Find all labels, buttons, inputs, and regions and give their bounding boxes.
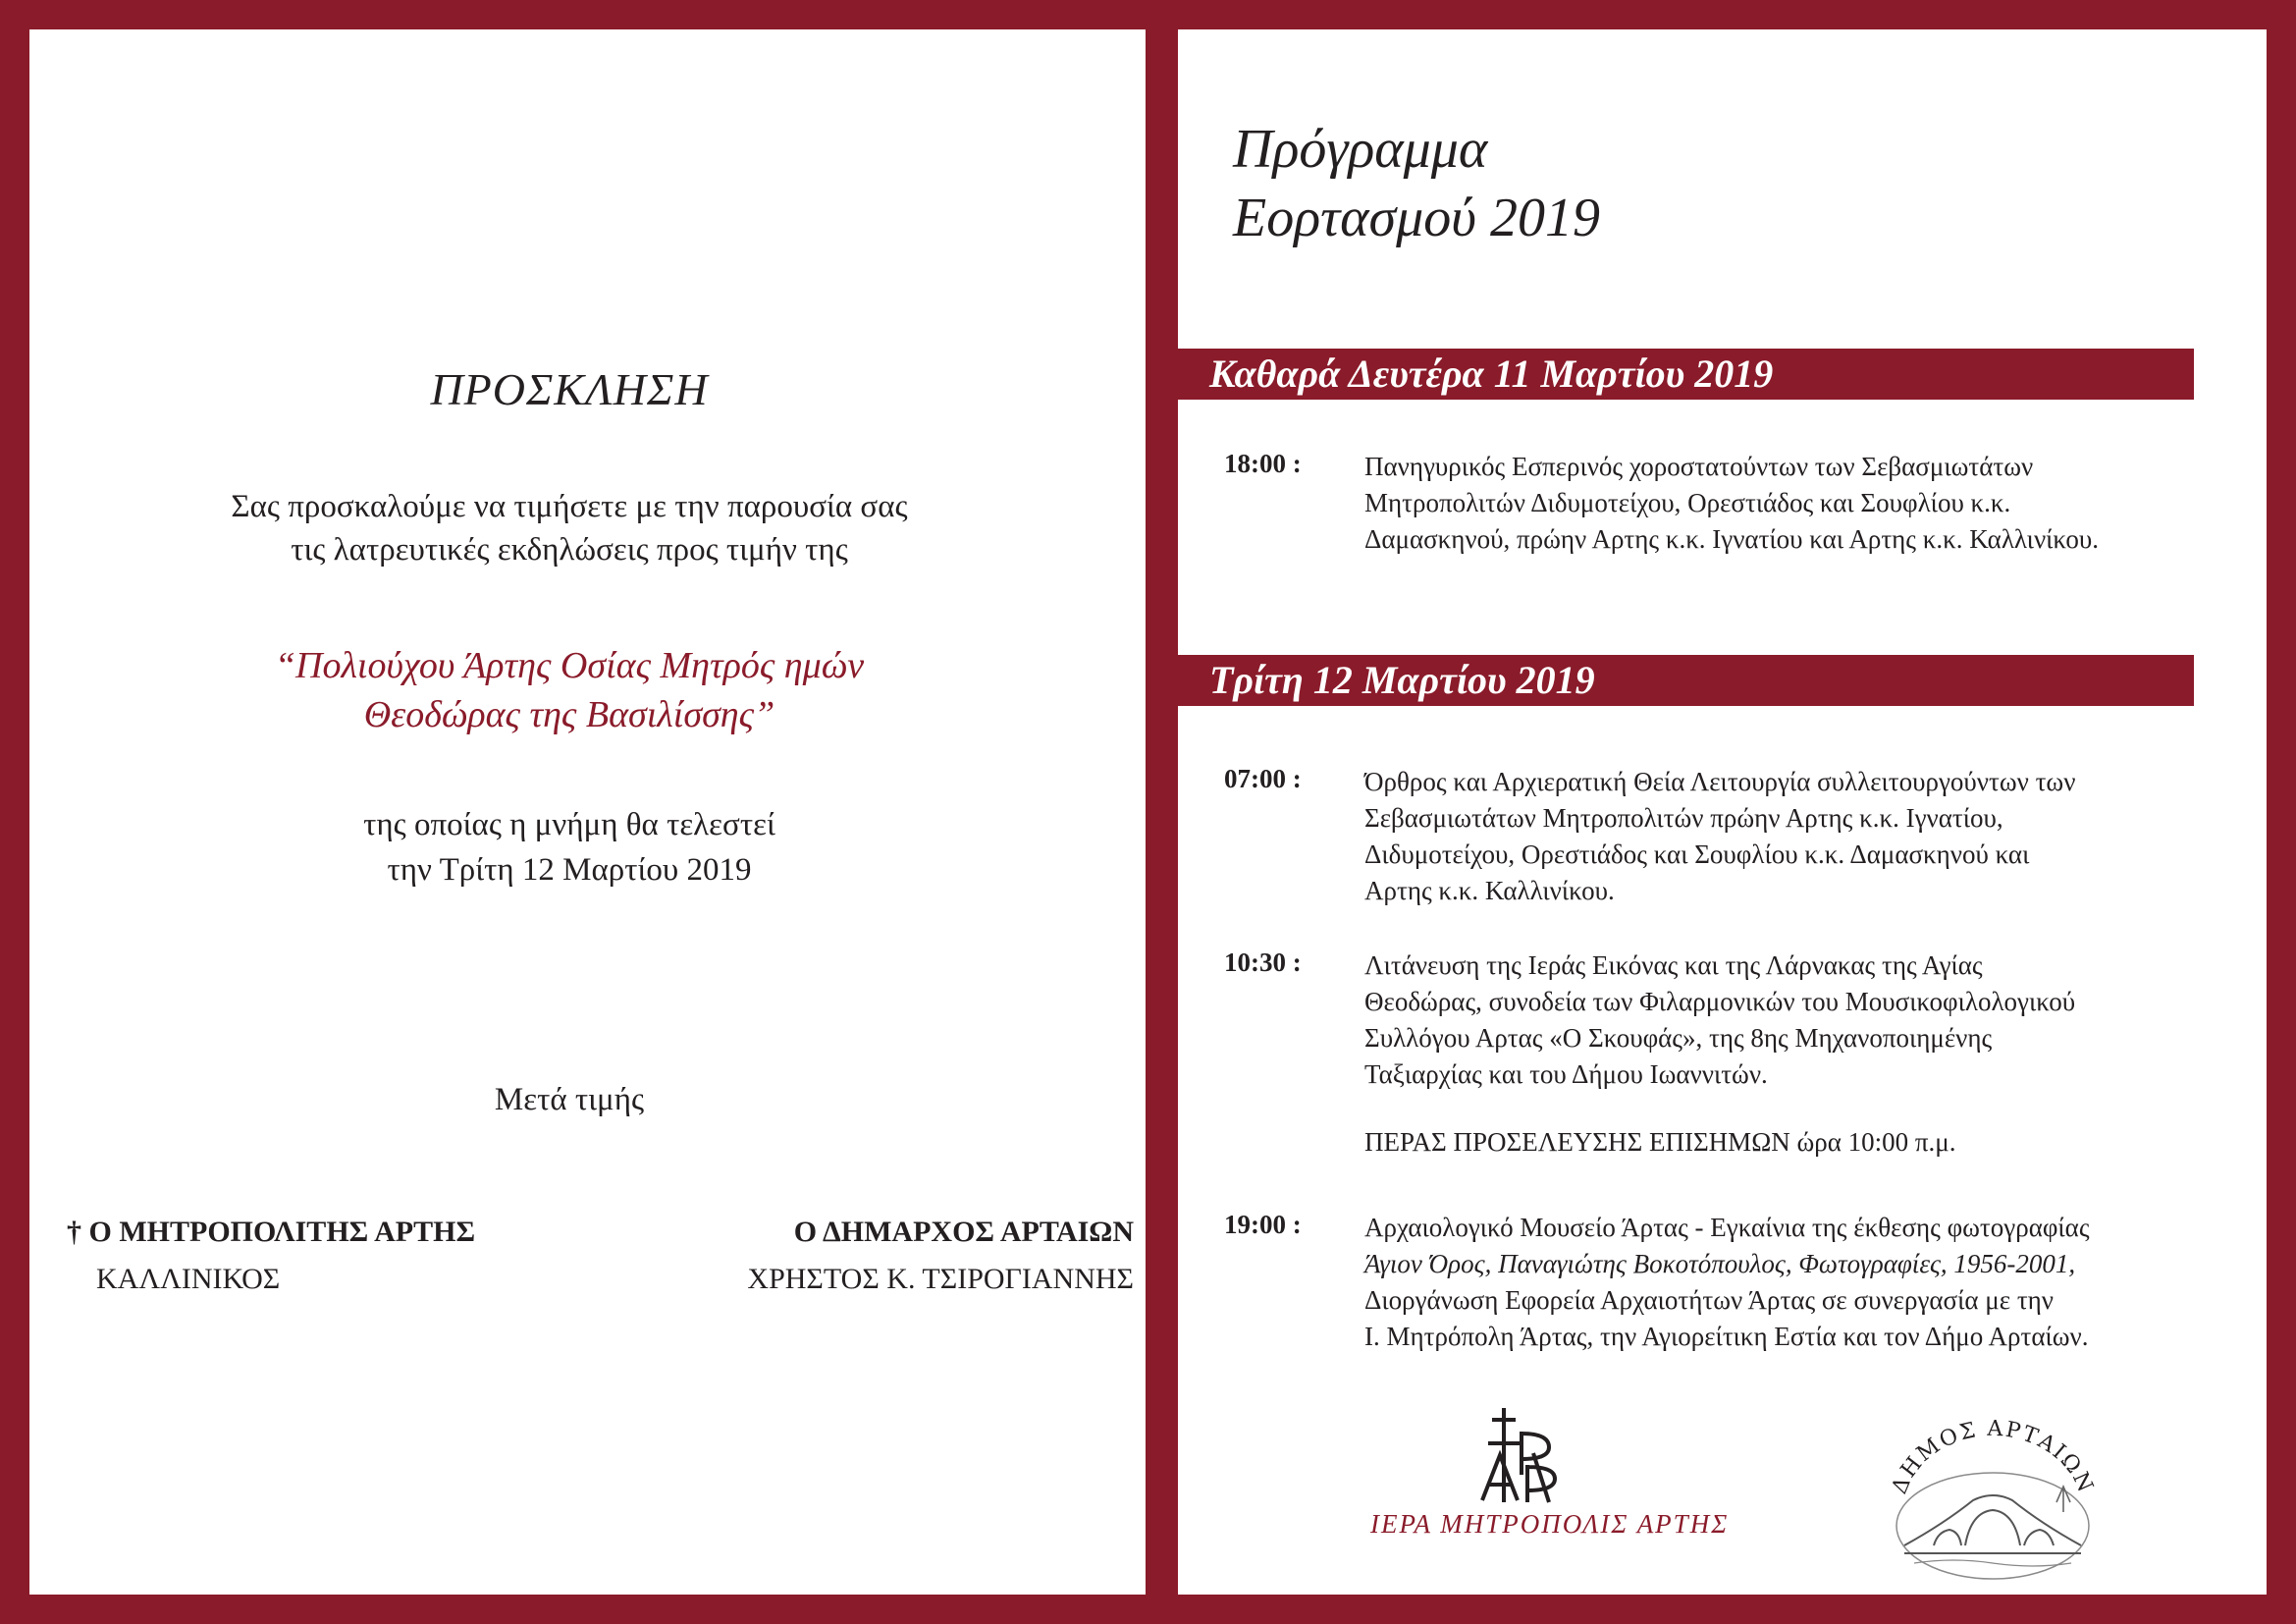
municipality-logo-text: ΔΗΜΟΣ ΑΡΤΑΙΩΝ	[1887, 1416, 2099, 1498]
saint-name-line-2: Θεοδώρας της Βασιλίσσης”	[363, 694, 775, 735]
event-time: 10:30 :	[1224, 947, 1302, 977]
municipality-bridge-logo	[1875, 1416, 2110, 1588]
program-title-line-1: Πρόγραμμα	[1233, 119, 1488, 180]
event-description: Όρθρος και Αρχιερατική Θεία Λειτουργία συλλειτουργούντων των Σεβασμιωτάτων Μητροπολιτών πρώην Αρτης κ.κ. Ιγνατίου, Διδυμοτείχου, Ορεστιάδος και Σουφλίου κ.κ. Δαμασκηνού και Αρτης κ.κ. Καλλινίκου.	[1364, 767, 2076, 905]
event-description: Πανηγυρικός Εσπερινός χοροστατούντων των Σεβασμιωτάτων Μητροπολιτών Διδυμοτείχου, Ορεστιάδος και Σουφλίου κ.κ. Δαμασκηνού, πρώην Αρτης κ.κ. Ιγνατίου και Αρτης κ.κ. Καλλινίκου.	[1364, 452, 2100, 554]
signatory-right-title: Ο ΔΗΜΑΡΧΟΣ ΑΡΤΑΙΩΝ	[793, 1216, 1134, 1248]
program-panel	[1178, 29, 2267, 1595]
signatory-left-name: ΚΑΛΛΙΝΙΚΟΣ	[96, 1263, 281, 1295]
event-time: 18:00 :	[1224, 449, 1302, 478]
day-header-tuesday: Τρίτη 12 Μαρτίου 2019	[1148, 655, 2194, 706]
metropolis-caption: ΙΕΡΑ ΜΗΤΡΟΠΟΛΙΣ ΑΡΤΗΣ	[1370, 1509, 1730, 1539]
signatory-left-title: † Ο ΜΗΤΡΟΠΟΛΙΤΗΣ ΑΡΤΗΣ	[67, 1216, 476, 1248]
memory-line-2: την Τρίτη 12 Μαρτίου 2019	[387, 852, 752, 888]
program-title-line-2: Εορτασμού 2019	[1233, 188, 1600, 248]
event-description: Λιτάνευση της Ιεράς Εικόνας και της Λάρνακας της Αγίας Θεοδώρας, συνοδεία των Φιλαρμονικών του Μουσικοφιλολογικού Συλλόγου Αρτας «Ο Σκουφάς», της 8ης Μηχανοποιημένης Ταξιαρχίας και του Δήμου Ιωαννιτών. ΠΕΡΑΣ ΠΡΟΣΕΛΕΥΣΗΣ ΕΠΙΣΗΜΩΝ ώρα 10:00 π.μ.	[1364, 947, 2228, 1161]
closing-text: Μετά τιμής	[494, 1082, 645, 1117]
saint-name-line-1: “Πολιούχου Άρτης Οσίας Μητρός ημών	[274, 645, 865, 686]
event-time: 19:00 :	[1224, 1210, 1302, 1239]
cross-icon: †	[67, 1216, 81, 1248]
day-header-monday: Καθαρά Δευτέρα 11 Μαρτίου 2019	[1148, 349, 2194, 400]
invitation-title: ΠΡΟΣΚΛΗΣΗ	[430, 364, 709, 414]
memory-line-1: της οποίας η μνήμη θα τελεστεί	[363, 807, 775, 842]
event-note: ΠΕΡΑΣ ΠΡΟΣΕΛΕΥΣΗΣ ΕΠΙΣΗΜΩΝ ώρα 10:00 π.μ.	[1364, 1127, 1956, 1157]
invitation-panel	[29, 29, 1146, 1595]
invitation-intro-line-2: τις λατρευτικές εκδηλώσεις προς τιμήν της	[291, 532, 848, 568]
event-time: 07:00 :	[1224, 764, 1302, 793]
metropolis-monogram-icon	[1468, 1404, 1567, 1507]
invitation-intro-line-1: Σας προσκαλούμε να τιμήσετε με την παρουσία σας	[231, 489, 908, 524]
event-description: Αρχαιολογικό Μουσείο Άρτας - Εγκαίνια της έκθεσης φωτογραφίας Άγιον Όρος, Παναγιώτης Βοκοτόπουλος, Φωτογραφίες, 1956-2001, Διοργάνωση Εφορεία Αρχαιοτήτων Άρτας σε συνεργασία με την Ι. Μητρόπολη Άρτας, την Αγιορείτικη Εστία και τον Δήμο Αρταίων.	[1364, 1213, 2090, 1351]
signatory-right-name: ΧΡΗΣΤΟΣ Κ. ΤΣΙΡΟΓΙΑΝΝΗΣ	[747, 1263, 1134, 1295]
